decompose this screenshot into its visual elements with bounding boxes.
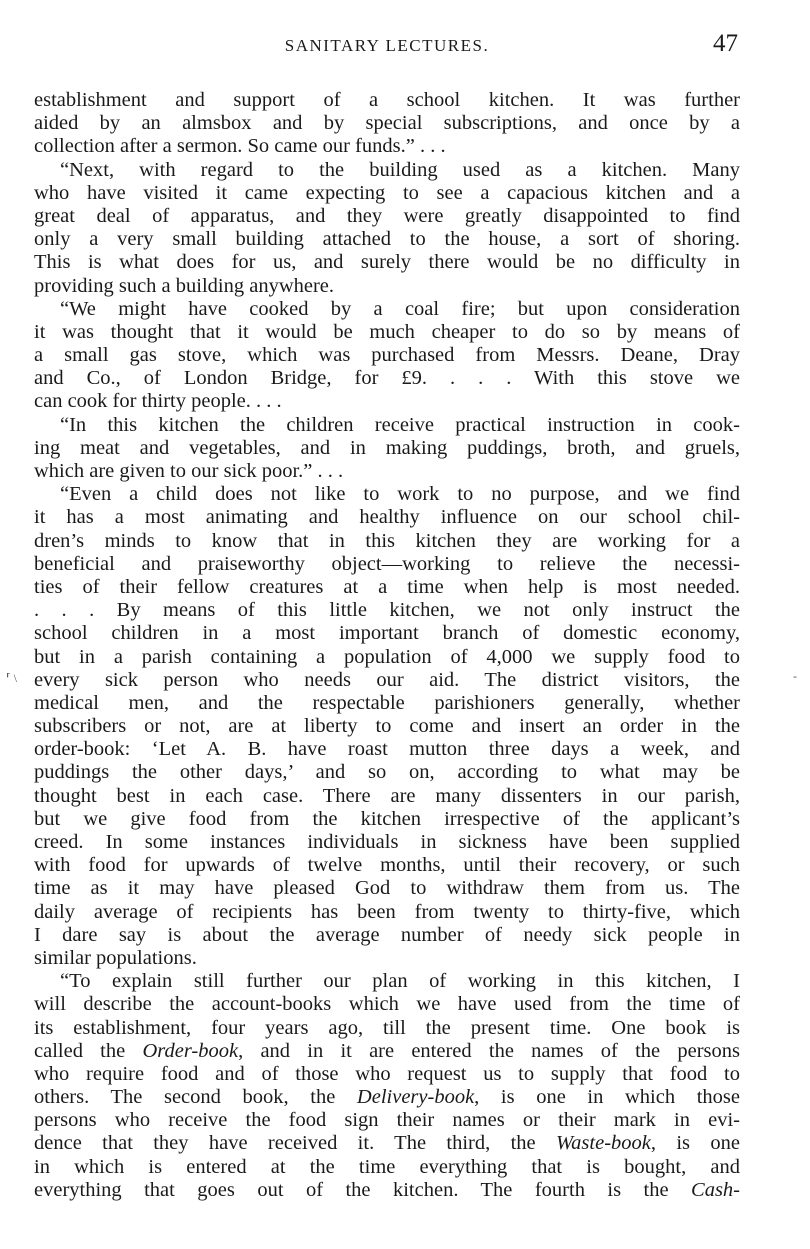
text-line: its establishment, four years ago, till the present time. One book is — [34, 1016, 740, 1039]
text-line: creed. In some instances individuals in sickness have been supplied — [34, 831, 740, 853]
text-line: time as it may have pleased God to withdraw them from us. The — [34, 877, 740, 900]
text-line: collection after a sermon. So came our funds.” . . . — [34, 135, 446, 158]
body-text — [34, 89, 740, 1202]
text-line: thought best in each case. There are many dissenters in our parish, — [34, 784, 740, 807]
text-line: This is what does for us, and surely there would be no difficulty in — [34, 251, 740, 274]
text-line: can cook for thirty people. . . . — [34, 390, 282, 413]
text-line: in which is entered at the time everything that is bought, and — [34, 1155, 740, 1178]
text-line: aided by an almsbox and by special subscriptions, and once by a — [34, 112, 740, 135]
text-line: “Next, with regard to the building used as a kitchen. Many — [60, 158, 740, 181]
text-line: beneficial and praiseworthy object—working to relieve the necessi- — [34, 552, 740, 575]
text-line: who have visited it came expecting to see a capacious kitchen and a — [34, 181, 740, 204]
text-line: ing meat and vegetables, and in making puddings, broth, and gruels, — [34, 436, 740, 459]
text-line: called the Order-book, and in it are entered the names of the persons — [34, 1039, 740, 1062]
text-line: school children in a most important branch of domestic economy, — [34, 622, 740, 645]
text-line: only a very small building attached to the house, a sort of shoring. — [34, 228, 740, 251]
text-line: ties of their fellow creatures at a time when help is most needed. — [34, 575, 740, 598]
page-number: 47 — [713, 30, 738, 57]
text-line: “We might have cooked by a coal fire; but upon consideration — [60, 297, 740, 320]
text-line: I dare say is about the average number of needy sick people in — [34, 923, 740, 946]
text-line: but we give food from the kitchen irrespective of the applicant’s — [34, 807, 740, 830]
text-line: “In this kitchen the children receive practical instruction in cook- — [60, 413, 740, 436]
text-line: will describe the account-books which we have used from the time of — [34, 993, 740, 1016]
text-line: persons who receive the food sign their names or their mark in evi- — [34, 1109, 740, 1132]
text-line: great deal of apparatus, and they were greatly disappointed to find — [34, 204, 740, 227]
margin-mark-right: - — [793, 669, 797, 683]
text-line: “Even a child does not like to work to no purpose, and we find — [60, 483, 740, 506]
text-line: but in a parish containing a population of 4,000 we supply food to — [34, 645, 740, 668]
text-line: every sick person who needs our aid. The district visitors, the — [34, 668, 740, 691]
text-line: puddings the other days,’ and so on, according to what may be — [34, 761, 740, 784]
text-line: providing such a building anywhere. — [34, 274, 335, 297]
text-line: which are given to our sick poor.” . . . — [34, 460, 344, 482]
text-line: order-book: ‘Let A. B. have roast mutton three days a week, and — [34, 738, 740, 761]
running-title: SANITARY LECTURES. — [284, 36, 490, 55]
text-line: subscribers or not, are at liberty to come and insert an order in the — [34, 715, 740, 738]
text-line: dren’s minds to know that in this kitchen they are working for a — [34, 529, 740, 552]
running-head — [34, 30, 740, 64]
text-line: establishment and support of a school kitchen. It was further — [34, 89, 740, 111]
text-line: a small gas stove, which was purchased from Messrs. Deane, Dray — [34, 344, 740, 367]
text-line: others. The second book, the Delivery-book, is one in which those — [34, 1086, 740, 1109]
text-line: and Co., of London Bridge, for £9. . . . With this stove we — [34, 367, 740, 390]
text-line: dence that they have received it. The third, the Waste-book, is one — [34, 1132, 740, 1155]
text-line: daily average of recipients has been from twenty to thirty-five, which — [34, 900, 740, 923]
text-line: medical men, and the respectable parishioners generally, whether — [34, 691, 740, 714]
text-line: “To explain still further our plan of working in this kitchen, I — [60, 970, 740, 993]
text-line: with food for upwards of twelve months, until their recovery, or such — [34, 854, 740, 877]
text-line: . . . By means of this little kitchen, we not only instruct the — [34, 599, 740, 622]
text-line: who require food and of those who request us to supply that food to — [34, 1062, 740, 1085]
text-line: everything that goes out of the kitchen. The fourth is the Cash- — [34, 1178, 740, 1201]
margin-mark-left: ⸢ \ — [6, 671, 18, 685]
text-line: it was thought that it would be much cheaper to do so by means of — [34, 320, 740, 343]
text-line: it has a most animating and healthy influence on our school chil- — [34, 506, 740, 529]
text-line: similar populations. — [34, 946, 197, 969]
